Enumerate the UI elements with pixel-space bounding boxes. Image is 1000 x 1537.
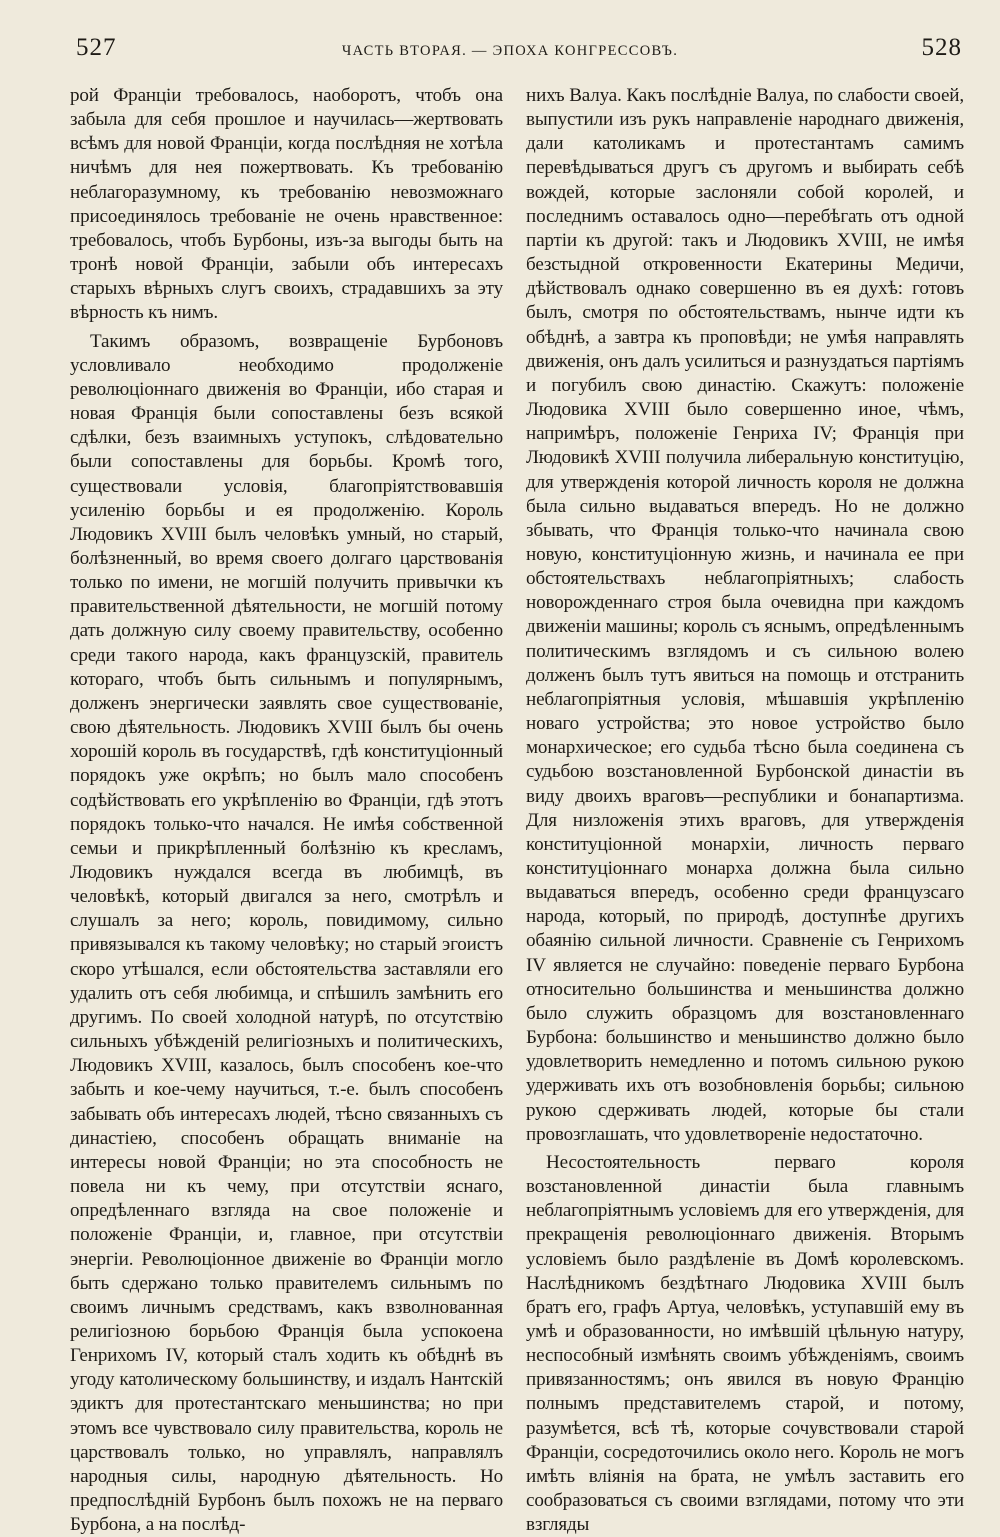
paragraph: Такимъ образомъ, возвращеніе Бурбоновъ условливало необходимо продолженіе революціоннаго движенія во Франціи, ибо старая и новая Франція были сопоставлены безъ всякой сдѣлки, безъ взаимныхъ уступокъ, слѣдовательно были сопоставлены для борьбы. Кромѣ того, существовали условія, благопріятствовавшія усиленію борьбы и ея продолженію. Король Людовикъ XVIII былъ человѣкъ умный, но старый, болѣзненный, во время своего долгаго царствованія только по имени, не могшій получить привычки къ правительственной дѣятельности, не могшій потому дать должную силу своему правительству, особенно среди такого народа, какъ французскій, правитель котораго, чтобъ быть сильнымъ и популярнымъ, долженъ энергически заявлять свое существованіе, свою дѣятельность. Людовикъ XVIII былъ бы очень хорошій король въ государствѣ, гдѣ конституціонный порядокъ уже окрѣпъ; но былъ мало способенъ содѣйствовать его укрѣпленію во Франціи, гдѣ этотъ порядокъ только-что начался. Не имѣя собственной семьи и прикрѣпленный болѣзнію къ кресламъ, Людовикъ нуждался всегда въ любимцѣ, въ человѣкѣ, который двигался за него, смотрѣлъ и слушалъ за него; король, повидимому, сильно привязывался къ такому человѣку; но старый эгоистъ скоро утѣшался, если обстоятельства заставляли его удалить отъ себя любимца, и спѣшилъ замѣнить его другимъ. По своей холодной натурѣ, по отсутствію сильныхъ убѣжденій религіозныхъ и политическихъ, Людовикъ XVIII, казалось, былъ способенъ кое-что забыть и кое-чему научиться, т.-е. былъ способенъ забывать объ интересахъ людей, тѣсно связанныхъ съ династіею, способенъ обращать вниманіе на интересы новой Франціи; но эта способность не повела ни къ чему, при отсутствіи яснаго, опредѣленнаго взгляда на свое положеніе и положеніе Франціи, и, главное, при отсутствіи энергіи. Революціонное движеніе во Франціи могло быть сдержано только правителемъ сильнымъ по своимъ личнымъ средствамъ, какъ взволнованная религіозною борьбою Франція была успокоена Генрихомъ IV, который сталъ ходить къ обѣднѣ въ угоду католическому большинству, и издалъ Нантскій эдиктъ для протестантскаго меньшинства; но при этомъ все чувствовало силу правительства, король не царствовалъ только, но управлялъ, направлялъ народныя силы, народную дѣятельность. Но предпослѣдній Бурбонъ былъ похожъ не на перваго Бурбона, а на послѣд- xyxy=(70,330,503,1536)
paragraph: нихъ Валуа. Какъ послѣдніе Валуа, по слабости своей, выпустили изъ рукъ направленіе народнаго движенія, дали католикамъ и протестантамъ самимъ перевѣдываться другъ съ другомъ и выбирать себѣ вождей, которые заслоняли собой королей, и последнимъ оставалось одно—перебѣгать отъ одной партіи къ другой: такъ и Людовикъ XVIII, не имѣя безстыдной откровенности Екатерины Медичи, дѣйствовалъ однако совершенно въ ея духѣ: готовъ былъ, смотря по обстоятельствамъ, нынче идти къ обѣднѣ, а завтра къ проповѣди; не умѣя направлять движенія, онъ далъ усилиться и разнуздаться партіямъ и погубилъ свою династію. Скажутъ: положеніе Людовика XVIII было совершенно иное, чѣмъ, напримѣръ, положеніе Генриха IV; Франція при Людовикѣ XVIII получила либеральную конституцію, для утвержденія которой личность короля не должна была сильно выдаваться впередъ. Но не должно збывать, что Франція только-что начинала свою новую, конституціонную жизнь, и начинала ее при обстоятельствахъ неблагопріятныхъ; слабость новорожденнаго строя была очевидна при каждомъ движеніи машины; король съ яснымъ, опредѣленнымъ политическимъ взглядомъ и съ сильною волею долженъ былъ тутъ явиться на помощь и отстранить неблагопріятныя условія, мѣшавшія укрѣпленію новаго устройства; это новое устройство было монархическое; его судьба тѣсно была соединена съ судьбою возстановленной Бурбонской династіи въ виду двоихъ враговъ—республики и бонапартизма. Для низложенія этихъ враговъ, для утвержденія конституціонной монархіи, личность перваго конституціоннаго монарха должна была сильно выдаваться впередъ, особенно среди французсаго народа, который, по природѣ, доступнѣе другихъ обаянію сильной личности. Сравненіе съ Генрихомъ IV является не случайно: поведеніе перваго Бурбона относительно большинства и меньшинства должно было служить образцомъ для возстановленнаго Бурбона: большинство и меньшинство должно было удовлетворить немедленно и потомъ сильною рукою удерживать ихъ отъ возобновленія борьбы; сильною рукою сдерживать людей, которые бы стали провозглашать, что удовлетвореніе недостаточно. xyxy=(526,85,964,1145)
page-number-left: 527 xyxy=(76,34,117,61)
running-title: ЧАСТЬ ВТОРАЯ. — ЭПОХА КОНГРЕССОВЪ. xyxy=(341,43,679,59)
right-column xyxy=(526,84,964,1536)
page-header xyxy=(0,34,1000,68)
page-number-right: 528 xyxy=(921,34,962,61)
paragraph: рой Франціи требовалось, наоборотъ, чтобъ она забыла для себя прошлое и научилась—жертвовать всѣмъ для новой Франціи, когда послѣдняя не хотѣла ничѣмъ для нея пожертвовать. Къ требованію неблагоразумному, къ требованію невозможнаго присоединялось требованіе не очень нравственное: требовалось, чтобъ Бурбоны, изъ-за выгоды быть на тронѣ новой Франціи, забыли объ интересахъ старыхъ вѣрныхъ слугъ своихъ, страдавшихъ за эту вѣрность къ нимъ. xyxy=(70,85,503,324)
paragraph: Несостоятельность перваго короля возстановленной династіи была главнымъ неблагопріятнымъ условіемъ для его утвержденія, для прекращенія революціоннаго движенія. Вторымъ условіемъ было раздѣленіе въ Домѣ королевскомъ. Наслѣдникомъ бездѣтнаго Людовика XVIII былъ братъ его, графъ Артуа, человѣкъ, уступавшій ему въ умѣ и образованности, но имѣвшій цѣльную натуру, неспособный измѣнять своимъ убѣжденіямъ, своимъ привязанностямъ; онъ явился въ новую Францію полнымъ представителемъ старой, и потому, разумѣется, всѣ тѣ, которые сочувствовали старой Франціи, сосредоточились около него. Король не могъ имѣть вліянія на брата, не умѣлъ заставить его сообразоваться съ своими взглядами, потому что эти взгляды xyxy=(526,1151,964,1536)
left-column xyxy=(70,84,503,1536)
